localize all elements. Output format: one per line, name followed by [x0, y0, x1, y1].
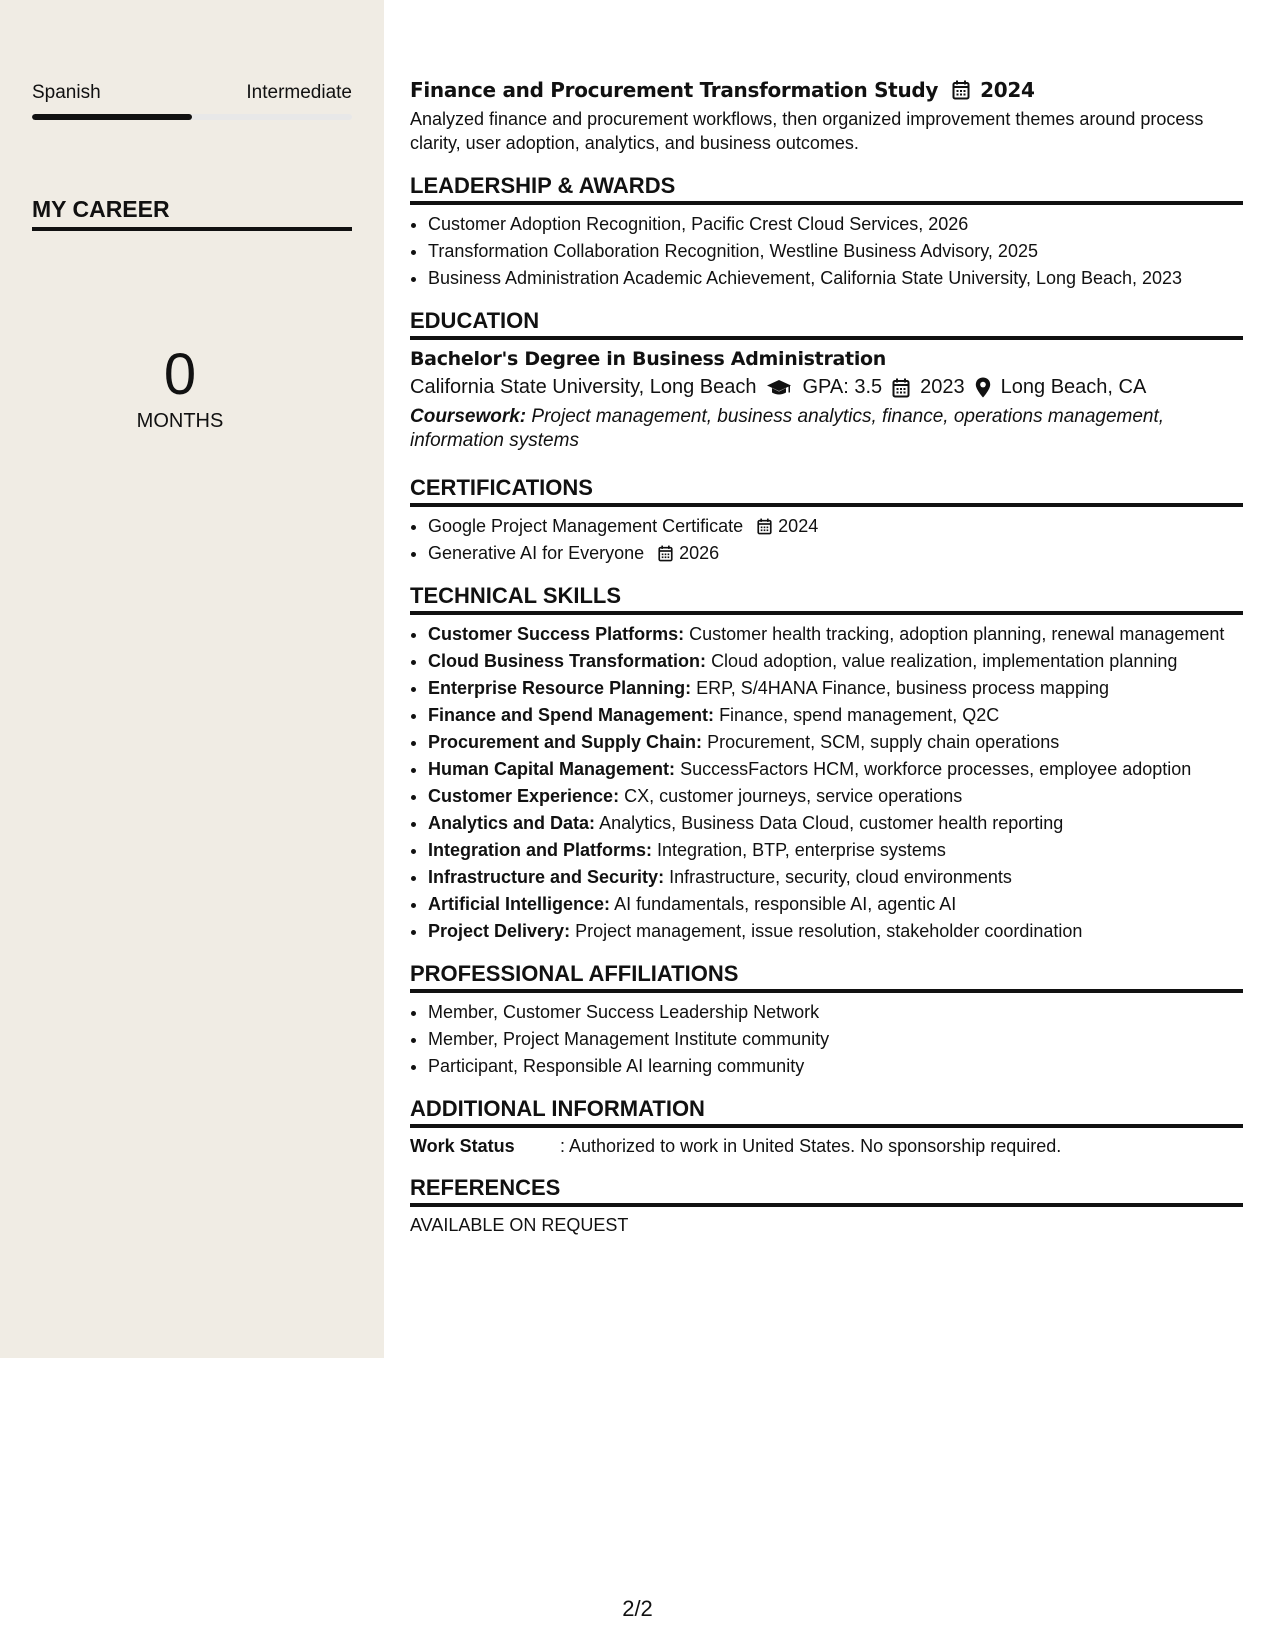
skill-label: Finance and Spend Management: — [428, 705, 715, 725]
additional-heading: ADDITIONAL INFORMATION — [410, 1096, 1243, 1128]
education-location: Long Beach, CA — [1000, 376, 1147, 398]
awards-heading: LEADERSHIP & AWARDS — [410, 173, 1243, 205]
cert-year: 2026 — [679, 543, 720, 563]
education-coursework — [410, 405, 1243, 453]
coursework-text: Project management, business analytics, finance, operations management, information systems — [410, 406, 1165, 451]
skill-label: Procurement and Supply Chain: — [428, 732, 703, 752]
language-proficiency-fill — [32, 114, 192, 120]
list-item — [428, 758, 1243, 781]
skill-label: Infrastructure and Security: — [428, 867, 665, 887]
skill-text: Project management, issue resolution, stakeholder coordination — [575, 921, 1083, 941]
references-text: AVAILABLE ON REQUEST — [410, 1215, 629, 1235]
list-item — [428, 839, 1243, 862]
certifications-list — [410, 515, 1243, 565]
education-heading: EDUCATION — [410, 308, 1243, 340]
work-status-label: Work Status — [410, 1136, 515, 1156]
skills-list — [410, 623, 1243, 943]
work-status-row — [410, 1136, 1243, 1157]
additional-section — [410, 1096, 1243, 1157]
skill-text: Cloud adoption, value realization, implementation planning — [711, 651, 1178, 671]
affiliations-heading: PROFESSIONAL AFFILIATIONS — [410, 961, 1243, 993]
skill-label: Project Delivery: — [428, 921, 571, 941]
education-school: California State University, Long Beach — [410, 376, 757, 398]
awards-section — [410, 173, 1243, 290]
affiliations-list — [410, 1001, 1243, 1078]
list-item — [428, 812, 1243, 835]
language-row — [32, 82, 352, 104]
cert-name: • Google Project Management Certificate — [428, 516, 744, 536]
affiliations-section — [410, 961, 1243, 1078]
skill-label: Customer Experience: — [428, 786, 620, 806]
sidebar — [0, 0, 384, 1358]
skill-text: Integration, BTP, enterprise systems — [657, 840, 946, 860]
list-item — [428, 515, 1243, 538]
skill-text: Procurement, SCM, supply chain operations — [707, 732, 1060, 752]
location-pin-icon — [975, 377, 991, 398]
project-year: 2024 — [980, 78, 1035, 102]
list-item — [428, 677, 1243, 700]
page-number: 2/2 — [622, 1596, 653, 1621]
language-level: Intermediate — [246, 82, 352, 103]
skill-label: Enterprise Resource Planning: — [428, 678, 692, 698]
list-item: • Member, Customer Success Leadership Network — [428, 1001, 1243, 1024]
work-status-value: : Authorized to work in United States. No sponsorship required. — [560, 1136, 1062, 1156]
project-entry — [410, 78, 1243, 155]
main-content — [410, 78, 1243, 1236]
skill-label: Human Capital Management: — [428, 759, 676, 779]
project-title: Finance and Procurement Transformation Study — [410, 78, 939, 102]
career-unit: MONTHS — [136, 410, 224, 432]
list-item — [428, 920, 1243, 943]
education-degree: Bachelor's Degree in Business Administration — [410, 348, 887, 370]
list-item: • Participant, Responsible AI learning community — [428, 1055, 1243, 1078]
cert-year: 2024 — [778, 516, 819, 536]
list-item — [428, 704, 1243, 727]
list-item: • Transformation Collaboration Recognition, Westline Business Advisory, 2025 — [428, 240, 1243, 263]
calendar-icon — [892, 378, 910, 398]
calendar-icon — [757, 518, 772, 535]
references-section — [410, 1175, 1243, 1236]
list-item: • Customer Adoption Recognition, Pacific Crest Cloud Services, 2026 — [428, 213, 1243, 236]
project-title-row — [410, 78, 1243, 102]
skills-section — [410, 583, 1243, 943]
graduation-cap-icon — [766, 379, 792, 397]
list-item — [428, 542, 1243, 565]
career-heading: MY CAREER — [32, 196, 352, 231]
skill-label: Customer Success Platforms: — [428, 624, 685, 644]
language-name: Spanish — [32, 82, 101, 103]
list-item — [428, 650, 1243, 673]
skill-label: Cloud Business Transformation: — [428, 651, 707, 671]
list-item: • Member, Project Management Institute community — [428, 1028, 1243, 1051]
education-year: 2023 — [920, 376, 965, 398]
coursework-label: Coursework: — [410, 406, 527, 427]
calendar-icon — [952, 80, 970, 100]
skill-text: Infrastructure, security, cloud environments — [669, 867, 1012, 887]
list-item: • Business Administration Academic Achievement, California State University, Long Beach, 2023 — [428, 267, 1243, 290]
skills-heading: TECHNICAL SKILLS — [410, 583, 1243, 615]
awards-list — [410, 213, 1243, 290]
career-value: 0 — [163, 342, 197, 407]
project-description: Analyzed finance and procurement workflows, then organized improvement themes around process clarity, user adoption, analytics, and business outcomes. — [410, 109, 1204, 153]
list-item — [428, 785, 1243, 808]
skill-label: Analytics and Data: — [428, 813, 596, 833]
certifications-section — [410, 475, 1243, 565]
language-proficiency-bar — [32, 114, 352, 120]
education-section — [410, 308, 1243, 453]
skill-text: Finance, spend management, Q2C — [719, 705, 1000, 725]
skill-text: Customer health tracking, adoption planning, renewal management — [689, 624, 1225, 644]
list-item — [428, 866, 1243, 889]
cert-name: • Generative AI for Everyone — [428, 543, 645, 563]
education-meta — [410, 376, 1243, 399]
calendar-icon — [658, 545, 673, 562]
references-heading: REFERENCES — [410, 1175, 1243, 1207]
list-item — [428, 731, 1243, 754]
skill-text: CX, customer journeys, service operations — [624, 786, 963, 806]
skill-text: ERP, S/4HANA Finance, business process mapping — [696, 678, 1109, 698]
certifications-heading: CERTIFICATIONS — [410, 475, 1243, 507]
skill-text: SuccessFactors HCM, workforce processes, employee adoption — [680, 759, 1192, 779]
list-item — [428, 893, 1243, 916]
skill-text: AI fundamentals, responsible AI, agentic AI — [614, 894, 957, 914]
skill-text: Analytics, Business Data Cloud, customer health reporting — [599, 813, 1064, 833]
skill-label: Artificial Intelligence: — [428, 894, 611, 914]
skill-label: Integration and Platforms: — [428, 840, 653, 860]
education-gpa: GPA: 3.5 — [802, 376, 883, 398]
list-item — [428, 623, 1243, 646]
